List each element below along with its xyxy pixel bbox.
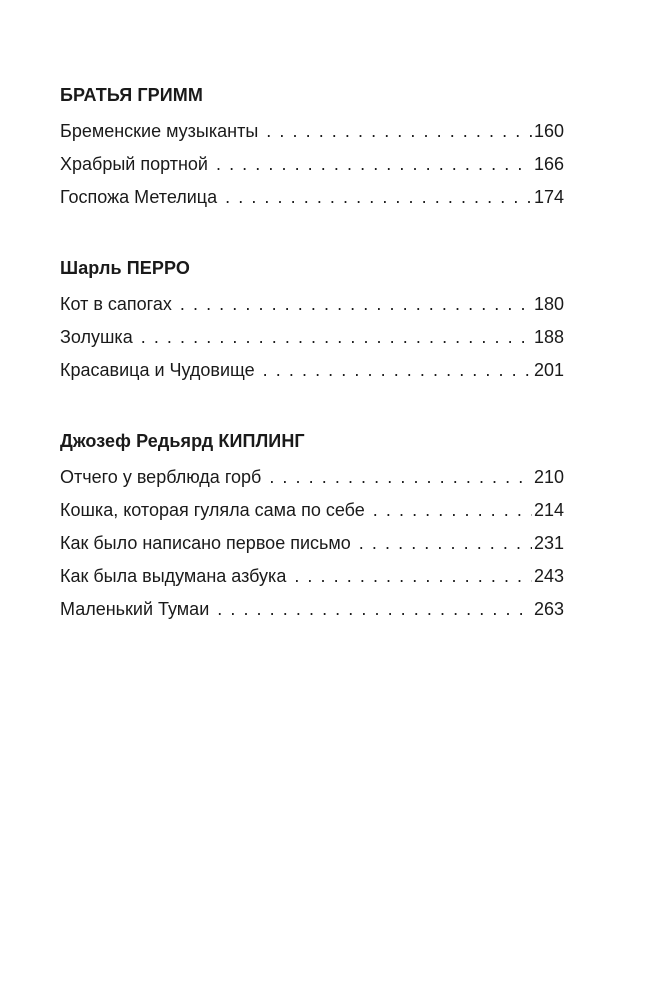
toc-entry[interactable]	[60, 527, 564, 560]
page-number: 210	[533, 467, 564, 487]
page-number: 231	[533, 533, 564, 553]
page-number: 263	[533, 599, 564, 619]
entry-title: Маленький Тумаи	[60, 599, 210, 619]
page-number: 174	[533, 187, 564, 207]
table-of-contents	[60, 84, 564, 669]
entry-title: Кот в сапогах	[60, 294, 172, 314]
dot-leader	[294, 560, 532, 593]
toc-entry[interactable]	[60, 461, 564, 494]
toc-entry[interactable]	[60, 354, 564, 387]
dot-leader	[225, 181, 532, 214]
dot-leader	[180, 288, 532, 321]
page-number: 160	[533, 121, 564, 141]
page-number: 166	[533, 154, 564, 174]
page-number: 214	[533, 500, 564, 520]
entry-title: Как было написано первое письмо	[60, 533, 351, 553]
page-number: 188	[533, 327, 564, 347]
dot-leader	[216, 148, 532, 181]
toc-entry[interactable]	[60, 593, 564, 626]
toc-entry[interactable]	[60, 181, 564, 214]
toc-section-kipling	[60, 430, 564, 626]
dot-leader	[263, 354, 532, 387]
section-author: БРАТЬЯ ГРИММ	[60, 85, 203, 105]
entry-title: Отчего у верблюда горб	[60, 467, 262, 487]
section-author: Шарль ПЕРРО	[60, 258, 190, 278]
dot-leader	[359, 527, 532, 560]
dot-leader	[269, 461, 532, 494]
entry-title: Как была выдумана азбука	[60, 566, 287, 586]
toc-entry[interactable]	[60, 494, 564, 527]
dot-leader	[266, 115, 532, 148]
toc-section-grimm	[60, 84, 564, 214]
entry-title: Красавица и Чудовище	[60, 360, 255, 380]
toc-entry[interactable]	[60, 288, 564, 321]
entry-title: Госпожа Метелица	[60, 187, 218, 207]
dot-leader	[141, 321, 532, 354]
dot-leader	[217, 593, 532, 626]
toc-entry[interactable]	[60, 321, 564, 354]
entry-title: Бременские музыканты	[60, 121, 259, 141]
toc-entry[interactable]	[60, 115, 564, 148]
toc-section-perrault	[60, 257, 564, 387]
entry-title: Золушка	[60, 327, 133, 347]
page-number: 243	[533, 566, 564, 586]
page-number: 201	[533, 360, 564, 380]
toc-entry[interactable]	[60, 560, 564, 593]
entry-title: Кошка, которая гуляла сама по себе	[60, 500, 365, 520]
page-number: 180	[533, 294, 564, 314]
section-author: Джозеф Редьярд КИПЛИНГ	[60, 431, 305, 451]
dot-leader	[373, 494, 532, 527]
entry-title: Храбрый портной	[60, 154, 208, 174]
toc-entry[interactable]	[60, 148, 564, 181]
